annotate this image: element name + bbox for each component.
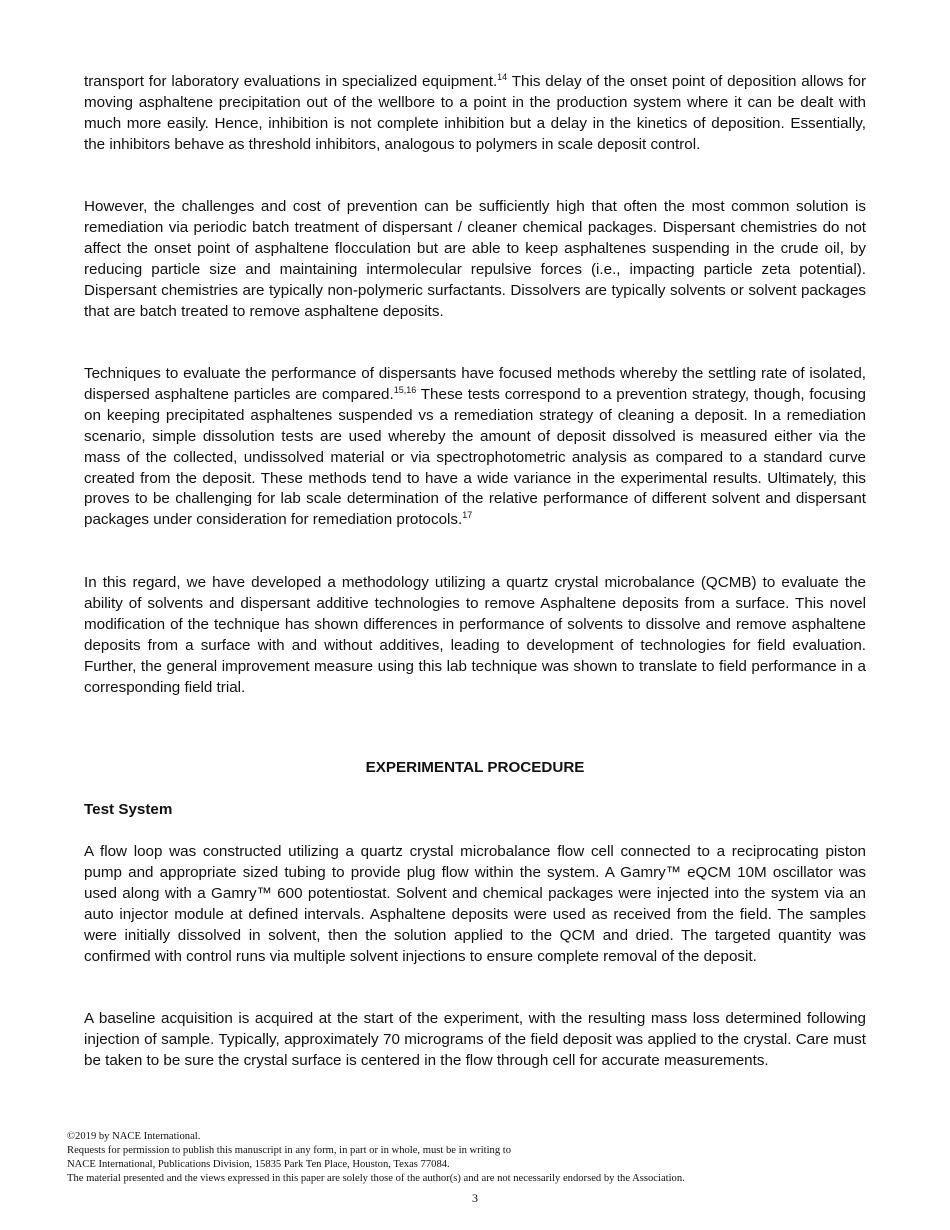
paragraph-baseline: A baseline acquisition is acquired at the start of the experiment, with the resulting mass loss determined following injection of sample. Typically, approximately 70 micrograms of the field deposit was applied to the crystal. Care must be taken to be sure the crystal surface is centered in the flow through cell for accurate measurements. [84,1010,866,1069]
footer-copyright: ©2019 by NACE International. [67,1131,201,1142]
paragraph-evaluation-techniques [84,364,866,531]
paragraph-text: Techniques to evaluate the performance of dispersants have focused methods whereby the settling rate of isolated, dispersed asphaltene particles are compared. [84,365,866,403]
paragraph-qcmb-methodology: In this regard, we have developed a methodology utilizing a quartz crystal microbalance (QCMB) to evaluate the ability of solvents and dispersant additive technologies to remove Asphaltene deposits from a surface. This novel modification of the technique has shown differences in performance of solvents to dissolve and remove asphaltene deposits from a surface with and without additives, leading to development of technologies for field evaluation. Further, the general improvement measure using this lab technique was shown to translate to field performance in a corresponding field trial. [84,574,866,696]
subsection-heading: Test System [84,801,173,818]
footer-address: NACE International, Publications Division, 15835 Park Ten Place, Houston, Texas 77084. [67,1158,450,1170]
section-heading: EXPERIMENTAL PROCEDURE [365,759,585,776]
paragraph-flow-loop: A flow loop was constructed utilizing a quartz crystal microbalance flow cell connected to a reciprocating piston pump and appropriate sized tubing to provide plug flow within the system. A Gamry™ eQCM 10M oscillator was used along with a Gamry™ 600 potentiostat. Solvent and chemical packages were injected into the system via an auto injector module at defined intervals. Asphaltene deposits were used as received from the field. The samples were initially dissolved in solvent, then the solution applied to the QCM and dried. The targeted quantity was confirmed with control runs via multiple solvent injections to ensure complete removal of the deposit. [84,843,866,965]
paragraph-remediation: However, the challenges and cost of prevention can be sufficiently high that often the most common solution is remediation via periodic batch treatment of dispersant / cleaner chemical packages. Dispersant chemistries do not affect the onset point of asphaltene flocculation but are able to keep asphaltenes suspending in the crude oil, by reducing particle size and maintaining intermolecular repulsive forces (i.e., impacting particle zeta potential). Dispersant chemistries are typically non-polymeric surfactants. Dissolvers are typically solvents or solvent packages that are batch treated to remove asphaltene deposits. [84,198,866,320]
paragraph-text: This delay of the onset point of deposition allows for moving asphaltene precipitation out of the wellbore to a point in the production system where it can be dealt with much more easily. Hence, inhibition is not complete inhibition but a delay in the kinetics of deposition. Essentially, the inhibitors behave as threshold inhibitors, analogous to polymers in scale deposit control. [84,73,866,153]
citation-superscript: 15,16 [393,384,417,395]
citation-superscript: 14 [497,72,508,82]
paragraph-inhibition-delay [84,72,866,156]
paragraph-text: These tests correspond to a prevention strategy, though, focusing on keeping precipitated asphaltenes suspended vs a remediation strategy of cleaning a deposit. In a remediation scenario, simple dissolution tests are used whereby the amount of deposit dissolved is measured either via the mass of the collected, undissolved material or via spectrophotometric analysis as compared to a standard curve created from the deposit. These methods tend to have a wide variance in the experimental results. Ultimately, this proves to be challenging for lab scale determination of the relative performance of different solvent and dispersant packages under consideration for remediation protocols. [84,385,866,529]
copyright-footer [67,1130,897,1186]
paragraph-text: transport for laboratory evaluations in specialized equipment. [84,73,498,90]
citation-superscript: 17 [462,510,473,521]
footer-disclaimer: The material presented and the views expressed in this paper are solely those of the author(s) and are not necessarily endorsed by the Association. [67,1172,685,1184]
footer-permission: Requests for permission to publish this manuscript in any form, in part or in whole, must be in writing to [67,1144,512,1156]
page-number: 3 [472,1191,478,1205]
